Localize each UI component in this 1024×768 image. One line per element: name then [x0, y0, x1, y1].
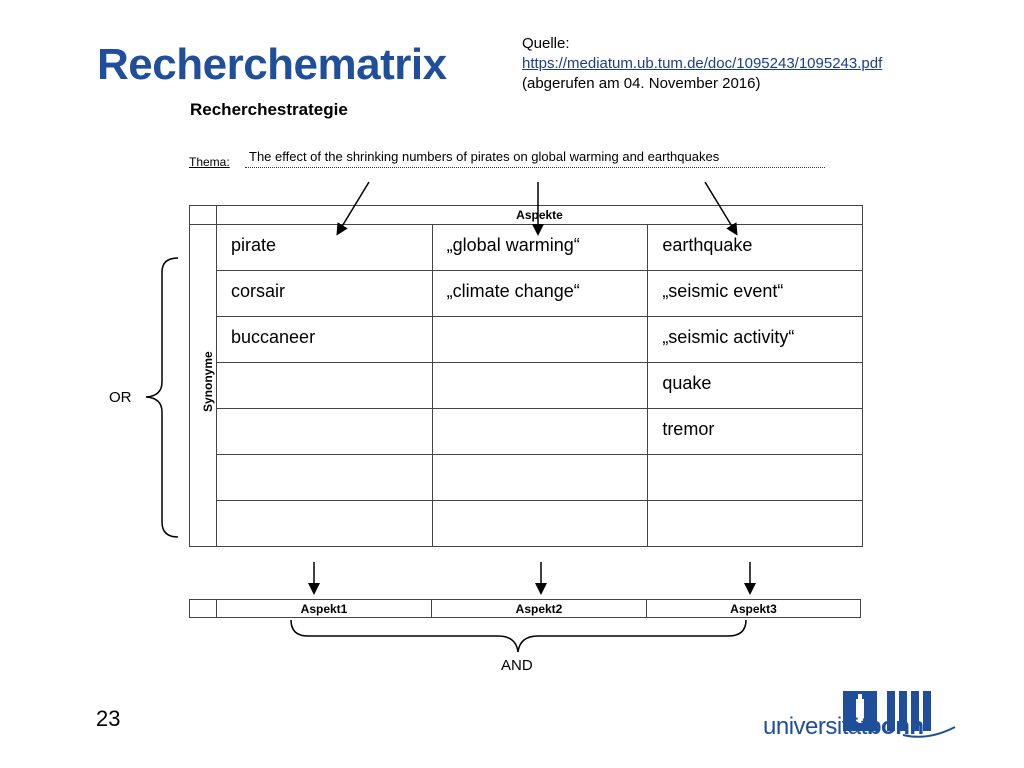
page-number: 23 [96, 706, 121, 731]
aspekt-combination-table [189, 599, 861, 618]
thema-text: The effect of the shrinking numbers of pirates on global warming and earthquakes [249, 149, 720, 164]
matrix-cell: tremor [648, 409, 863, 455]
matrix-cell: „global warming“ [432, 225, 648, 271]
table-row [190, 317, 863, 363]
matrix-cell [432, 363, 648, 409]
matrix-cell [432, 317, 648, 363]
source-label: Quelle: [522, 35, 570, 52]
source-citation [522, 34, 882, 94]
page-title: Recherchematrix [97, 40, 447, 89]
matrix-cell [217, 409, 433, 455]
subtitle: Recherchestrategie [190, 100, 348, 119]
table-row [190, 501, 863, 547]
aspekt-3-cell: Aspekt3 [647, 600, 861, 618]
table-row [190, 363, 863, 409]
or-curly-brace [146, 258, 178, 537]
aspekt-1-cell: Aspekt1 [217, 600, 432, 618]
table-row [190, 225, 863, 271]
aspekt-2-cell: Aspekt2 [432, 600, 647, 618]
matrix-cell [648, 455, 863, 501]
matrix-cell [648, 501, 863, 547]
synonyme-column [190, 225, 217, 547]
matrix-cell [432, 455, 648, 501]
matrix-cell: quake [648, 363, 863, 409]
matrix-corner-cell [190, 206, 217, 225]
table-row [190, 271, 863, 317]
matrix-cell: buccaneer [217, 317, 433, 363]
university-bonn-logo [763, 689, 963, 749]
matrix-cell [217, 455, 433, 501]
research-matrix [189, 205, 863, 547]
matrix-cell: earthquake [648, 225, 863, 271]
source-accessed-date: (abgerufen am 04. November 2016) [522, 75, 761, 92]
logo-text-universitaet: universität [763, 713, 867, 740]
aspekt-row [190, 600, 861, 618]
table-row [190, 455, 863, 501]
matrix-cell: „seismic activity“ [648, 317, 863, 363]
thema-label: Thema: [189, 155, 230, 169]
and-curly-brace [291, 620, 746, 652]
matrix-cell: „seismic event“ [648, 271, 863, 317]
or-label: OR [109, 389, 132, 406]
matrix-cell [432, 409, 648, 455]
matrix-header-row [190, 206, 863, 225]
synonyme-label: Synonyme [201, 351, 215, 412]
matrix-cell: corsair [217, 271, 433, 317]
matrix-cell [432, 501, 648, 547]
thema-dotted-line [245, 167, 825, 168]
matrix-cell [217, 363, 433, 409]
aspekt-corner-cell [190, 600, 217, 618]
matrix-cell: „climate change“ [432, 271, 648, 317]
and-label: AND [501, 657, 533, 674]
matrix-cell [217, 501, 433, 547]
matrix-header-aspekte: Aspekte [217, 206, 863, 225]
source-link[interactable]: https://mediatum.ub.tum.de/doc/1095243/1095243.pdf [522, 55, 883, 72]
table-row [190, 409, 863, 455]
matrix-cell: pirate [217, 225, 433, 271]
logo-text-bonn: bonn [866, 713, 924, 740]
